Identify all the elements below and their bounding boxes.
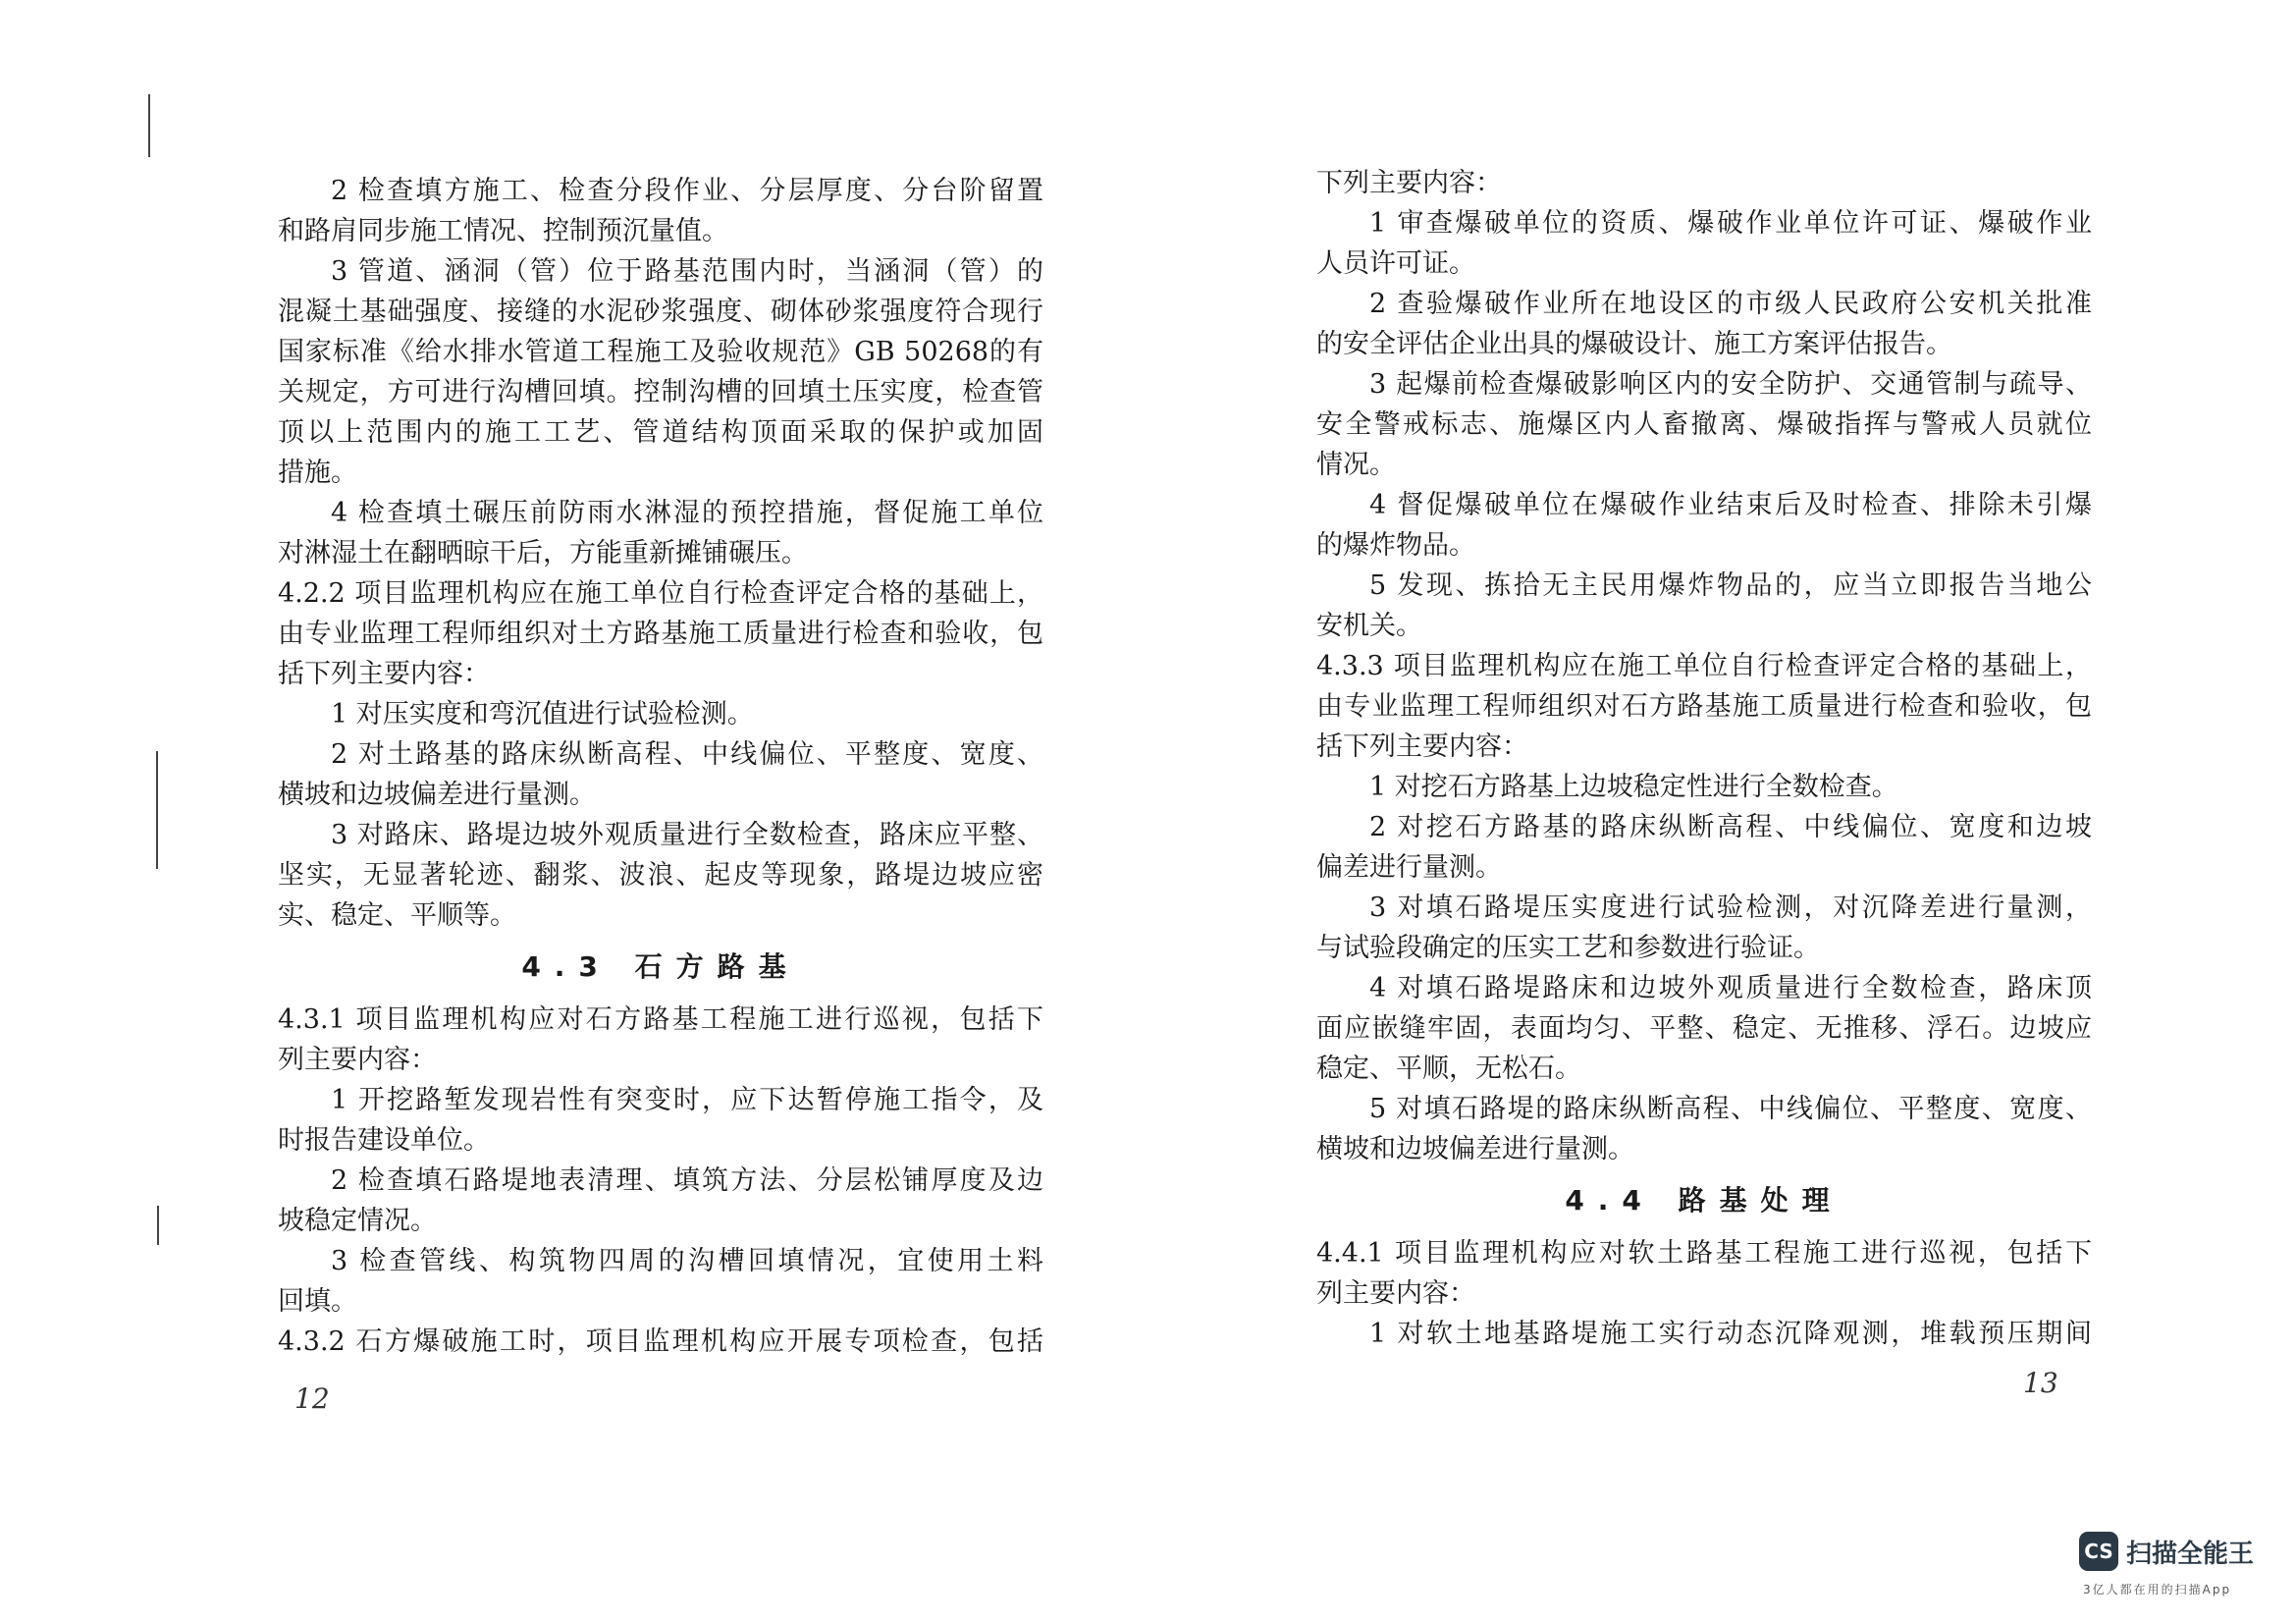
text-line: 的安全评估企业出具的爆破设计、施工方案评估报告。: [1316, 329, 1952, 359]
text-line: 4 督促爆破单位在爆破作业结束后及时检查、排除未引爆: [1369, 490, 2092, 520]
left-page-number: 12: [294, 1382, 330, 1415]
text-line: 措施。: [278, 458, 357, 488]
text-line: 对淋湿土在翻晒晾干后，方能重新摊铺碾压。: [278, 538, 808, 568]
text-line: 列主要内容：: [1316, 1278, 1475, 1309]
right-page: [1148, 0, 2296, 1623]
scan-edge-mark: [157, 1206, 159, 1245]
text-line: 3 起爆前检查爆破影响区内的安全防护、交通管制与疏导、: [1369, 369, 2092, 400]
text-line: 横坡和边坡偏差进行量测。: [1316, 1134, 1634, 1164]
text-line: 4.3.2 石方爆破施工时，项目监理机构应开展专项检查，包括: [278, 1326, 1043, 1357]
text-line: 由专业监理工程师组织对石方路基施工质量进行检查和验收，包: [1316, 691, 2092, 722]
text-line: 横坡和边坡偏差进行量测。: [278, 780, 596, 810]
text-line: 3 检查管线、构筑物四周的沟槽回填情况，宜使用土料: [331, 1246, 1043, 1276]
text-line: 2 检查填石路堤地表清理、填筑方法、分层松铺厚度及边: [331, 1165, 1043, 1196]
text-line: 人员许可证。: [1316, 248, 1475, 279]
right-page-number: 13: [2023, 1367, 2058, 1399]
text-line: 5 发现、拣拾无主民用爆炸物品的，应当立即报告当地公: [1369, 570, 2092, 601]
text-line: 2 对挖石方路基的路床纵断高程、中线偏位、宽度和边坡: [1369, 812, 2092, 842]
left-page-text: [278, 171, 1043, 1362]
text-line: 4 检查填土碾压前防雨水淋湿的预控措施，督促施工单位: [331, 498, 1043, 528]
text-line: 回填。: [278, 1286, 357, 1317]
text-line: 顶以上范围内的施工工艺、管道结构顶面采取的保护或加固: [278, 417, 1043, 448]
text-line: 括下列主要内容：: [1316, 731, 1528, 762]
text-line: 国家标准《给水排水管道工程施工及验收规范》GB 50268的有: [278, 337, 1043, 367]
camscanner-logo-icon: CS: [2079, 1532, 2118, 1571]
section-heading: 4.3 石方路基: [521, 950, 800, 983]
text-line: 由专业监理工程师组织对土方路基施工质量进行检查和验收，包: [278, 619, 1043, 649]
text-line: 稳定、平顺，无松石。: [1316, 1054, 1581, 1084]
scanner-watermark: [2079, 1532, 2275, 1606]
text-line: 情况。: [1316, 450, 1396, 480]
text-line: 关规定，方可进行沟槽回填。控制沟槽的回填土压实度，检查管: [278, 377, 1043, 407]
text-line: 实、稳定、平顺等。: [278, 900, 516, 931]
scan-edge-mark: [156, 751, 158, 869]
text-line: 坡稳定情况。: [278, 1206, 437, 1236]
watermark-title: 扫描全能王: [2126, 1540, 2255, 1569]
text-line: 时报告建设单位。: [278, 1125, 490, 1156]
text-line: 1 审查爆破单位的资质、爆破作业单位许可证、爆破作业: [1369, 208, 2092, 239]
text-line: 括下列主要内容：: [278, 659, 490, 689]
text-line: 3 对路床、路堤边坡外观质量进行全数检查，路床应平整、: [331, 820, 1043, 850]
text-line: 2 查验爆破作业所在地设区的市级人民政府公安机关批准: [1369, 289, 2092, 319]
text-line: 安全警戒标志、施爆区内人畜撤离、爆破指挥与警戒人员就位: [1316, 409, 2092, 440]
text-line: 坚实，无显著轮迹、翻浆、波浪、起皮等现象，路堤边坡应密: [278, 860, 1043, 891]
text-line: 3 管道、涵洞（管）位于路基范围内时，当涵洞（管）的: [331, 256, 1043, 287]
text-line: 1 对压实度和弯沉值进行试验检测。: [331, 699, 754, 730]
text-line: 4.2.2 项目监理机构应在施工单位自行检查评定合格的基础上，: [278, 578, 1043, 609]
text-line: 的爆炸物品。: [1316, 530, 1475, 561]
text-line: 4.4.1 项目监理机构应对软土路基工程施工进行巡视，包括下: [1316, 1238, 2092, 1269]
watermark-tagline: 3亿人都在用的扫描App: [2083, 1583, 2232, 1596]
text-line: 4.3.1 项目监理机构应对石方路基工程施工进行巡视，包括下: [278, 1004, 1043, 1035]
text-line: 偏差进行量测。: [1316, 852, 1502, 883]
text-line: 4 对填石路堤路床和边坡外观质量进行全数检查，路床顶: [1369, 973, 2092, 1003]
text-line: 混凝土基础强度、接缝的水泥砂浆强度、砌体砂浆强度符合现行: [278, 297, 1043, 327]
text-line: 5 对填石路堤的路床纵断高程、中线偏位、平整度、宽度、: [1369, 1094, 2092, 1124]
text-line: 列主要内容：: [278, 1045, 437, 1075]
text-line: 安机关。: [1316, 611, 1422, 641]
section-heading: 4.4 路基处理: [1565, 1184, 1843, 1217]
scan-edge-mark: [148, 94, 150, 157]
text-line: 3 对填石路堤压实度进行试验检测，对沉降差进行量测，: [1369, 893, 2092, 923]
text-line: 面应嵌缝牢固，表面均匀、平整、稳定、无推移、浮石。边坡应: [1316, 1013, 2092, 1044]
right-page-text: [1316, 163, 2092, 1354]
text-line: 下列主要内容：: [1316, 168, 1502, 198]
text-line: 1 对挖石方路基上边坡稳定性进行全数检查。: [1369, 772, 1898, 802]
text-line: 2 检查填方施工、检查分段作业、分层厚度、分台阶留置: [331, 176, 1043, 206]
text-line: 4.3.3 项目监理机构应在施工单位自行检查评定合格的基础上，: [1316, 651, 2092, 681]
text-line: 1 对软土地基路堤施工实行动态沉降观测，堆载预压期间: [1369, 1319, 2092, 1349]
text-line: 和路肩同步施工情况、控制预沉量值。: [278, 216, 728, 246]
text-line: 1 开挖路堑发现岩性有突变时，应下达暂停施工指令，及: [331, 1085, 1043, 1115]
text-line: 与试验段确定的压实工艺和参数进行验证。: [1316, 933, 1820, 963]
text-line: 2 对土路基的路床纵断高程、中线偏位、平整度、宽度、: [331, 739, 1043, 770]
